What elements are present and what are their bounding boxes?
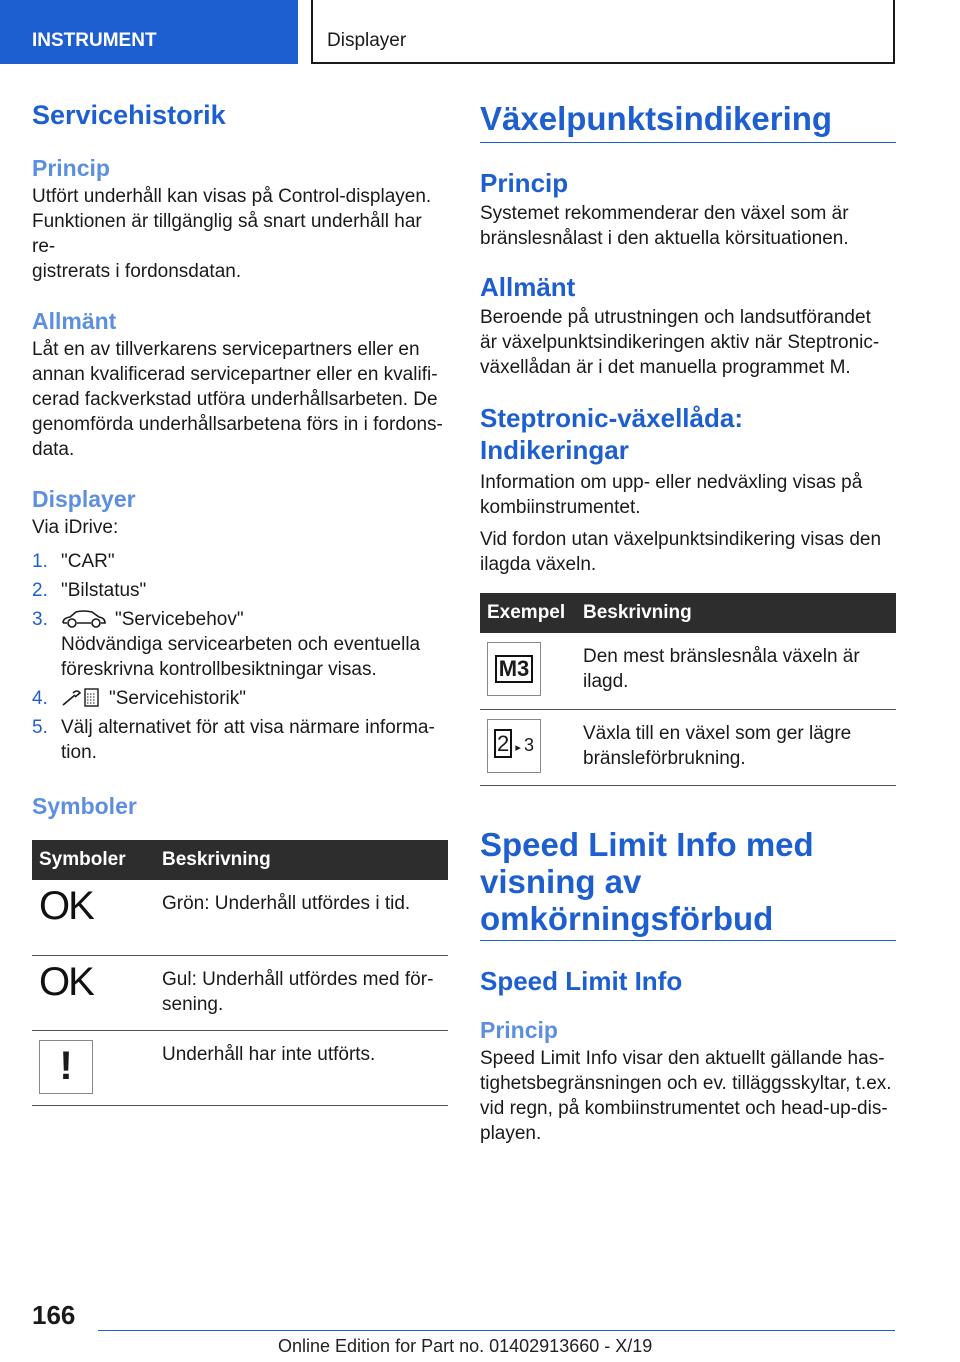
princip-heading: Princip <box>480 168 569 198</box>
footer-divider <box>98 1330 895 1331</box>
table-row: 2 ▸ 3 Växla till en växel som ger lägre bränsleförbrukning. <box>480 709 896 785</box>
allmant-heading: Allmänt <box>480 272 576 302</box>
table-header: Symboler <box>32 840 155 880</box>
vaxelpunkt-title: Växelpunktsindikering <box>480 100 833 137</box>
speed-text: Speed Limit Info visar den aktuellt gällande has- tighetsbegränsningen och ev. tilläggsskyltar, t.ex. vid regn, på kombiinstrumentet och head-up-dis- playen. <box>480 1047 892 1144</box>
service-history-icon <box>61 686 101 708</box>
exempel-table <box>480 593 896 786</box>
speed-limit-subheading: Speed Limit Info <box>480 965 683 996</box>
ok-green-symbol: OK <box>39 884 93 928</box>
info-text: Information om upp- eller nedväxling visas på kombiinstrumentet. <box>480 472 863 518</box>
allmant-text: Låt en av tillverkarens servicepartners eller en annan kvalificerad servicepartner eller en kvalifi- cerad fackverkstad utföra underhållsarbeten. De genomförda underhållsarbetena förs in i fordons- data. <box>32 339 443 460</box>
car-icon <box>61 609 107 629</box>
gear-m3-icon: M3 <box>487 642 541 696</box>
table-row: ! Underhåll har inte utförts. <box>32 1030 448 1105</box>
table-header: Exempel <box>480 593 576 633</box>
displayer-heading: Displayer <box>32 486 136 512</box>
princip-text: Systemet rekommenderar den växel som är bränslesnålast i den aktuella körsituationen. <box>480 203 849 249</box>
table-header: Beskrivning <box>576 593 896 633</box>
ok-yellow-symbol: OK <box>39 959 93 1004</box>
table-header: Beskrivning <box>155 840 448 880</box>
symboler-heading: Symboler <box>32 793 137 819</box>
header-section: INSTRUMENT <box>32 30 157 51</box>
header-subsection: Displayer <box>327 30 407 51</box>
gear-shift-icon: 2 ▸ 3 <box>487 719 541 773</box>
table-row: OK Gul: Underhåll utfördes med för- sening. <box>32 955 448 1030</box>
list-item: 2. "Bilstatus" <box>32 580 147 601</box>
header-section-tab <box>0 0 298 64</box>
table-row: M3 Den mest bränslesnåla växeln är ilagd. <box>480 633 896 709</box>
page-number: 166 <box>32 1300 76 1330</box>
princip-text: Utfört underhåll kan visas på Control-displayen. Funktionen är tillgänglig så snart underhåll har re- gistrerats i fordonsdatan. <box>32 186 432 282</box>
via-idrive-text: Via iDrive: <box>32 517 119 538</box>
speed-limit-title: Speed Limit Info med visning av omkörningsförbud <box>480 825 814 937</box>
exclamation-icon: ! <box>39 1040 93 1094</box>
princip-heading: Princip <box>32 155 110 181</box>
allmant-text: Beroende på utrustningen och landsutförandet är växelpunktsindikeringen aktiv när Steptronic- växellådan är i det manuella programmet M. <box>480 307 880 378</box>
steps-list <box>32 549 448 765</box>
right-column <box>480 100 896 1146</box>
speed-princip-heading: Princip <box>480 1016 558 1043</box>
steptronic-heading: Steptronic-växellåda: Indikeringar <box>480 403 743 465</box>
info2-text: Vid fordon utan växelpunktsindikering visas den ilagda växeln. <box>480 529 882 575</box>
table-row: OK Grön: Underhåll utfördes i tid. <box>32 880 448 955</box>
edition-text: Online Edition for Part no. 01402913660 - X/19 <box>278 1336 653 1356</box>
list-item: 5. Välj alternativet för att visa närmare informa- tion. <box>32 717 435 763</box>
list-item: 4. "Servicehistorik" <box>32 688 247 709</box>
list-item: 3. "Servicebehov" Nödvändiga servicearbeten och eventuella föreskrivna kontrollbesiktningar visas. <box>32 609 421 680</box>
allmant-heading: Allmänt <box>32 308 117 334</box>
left-column <box>32 100 448 1106</box>
servicehistorik-title: Servicehistorik <box>32 100 226 130</box>
symboler-table <box>32 840 448 1106</box>
list-item: 1. "CAR" <box>32 551 115 572</box>
header-subsection-tab <box>311 0 895 64</box>
